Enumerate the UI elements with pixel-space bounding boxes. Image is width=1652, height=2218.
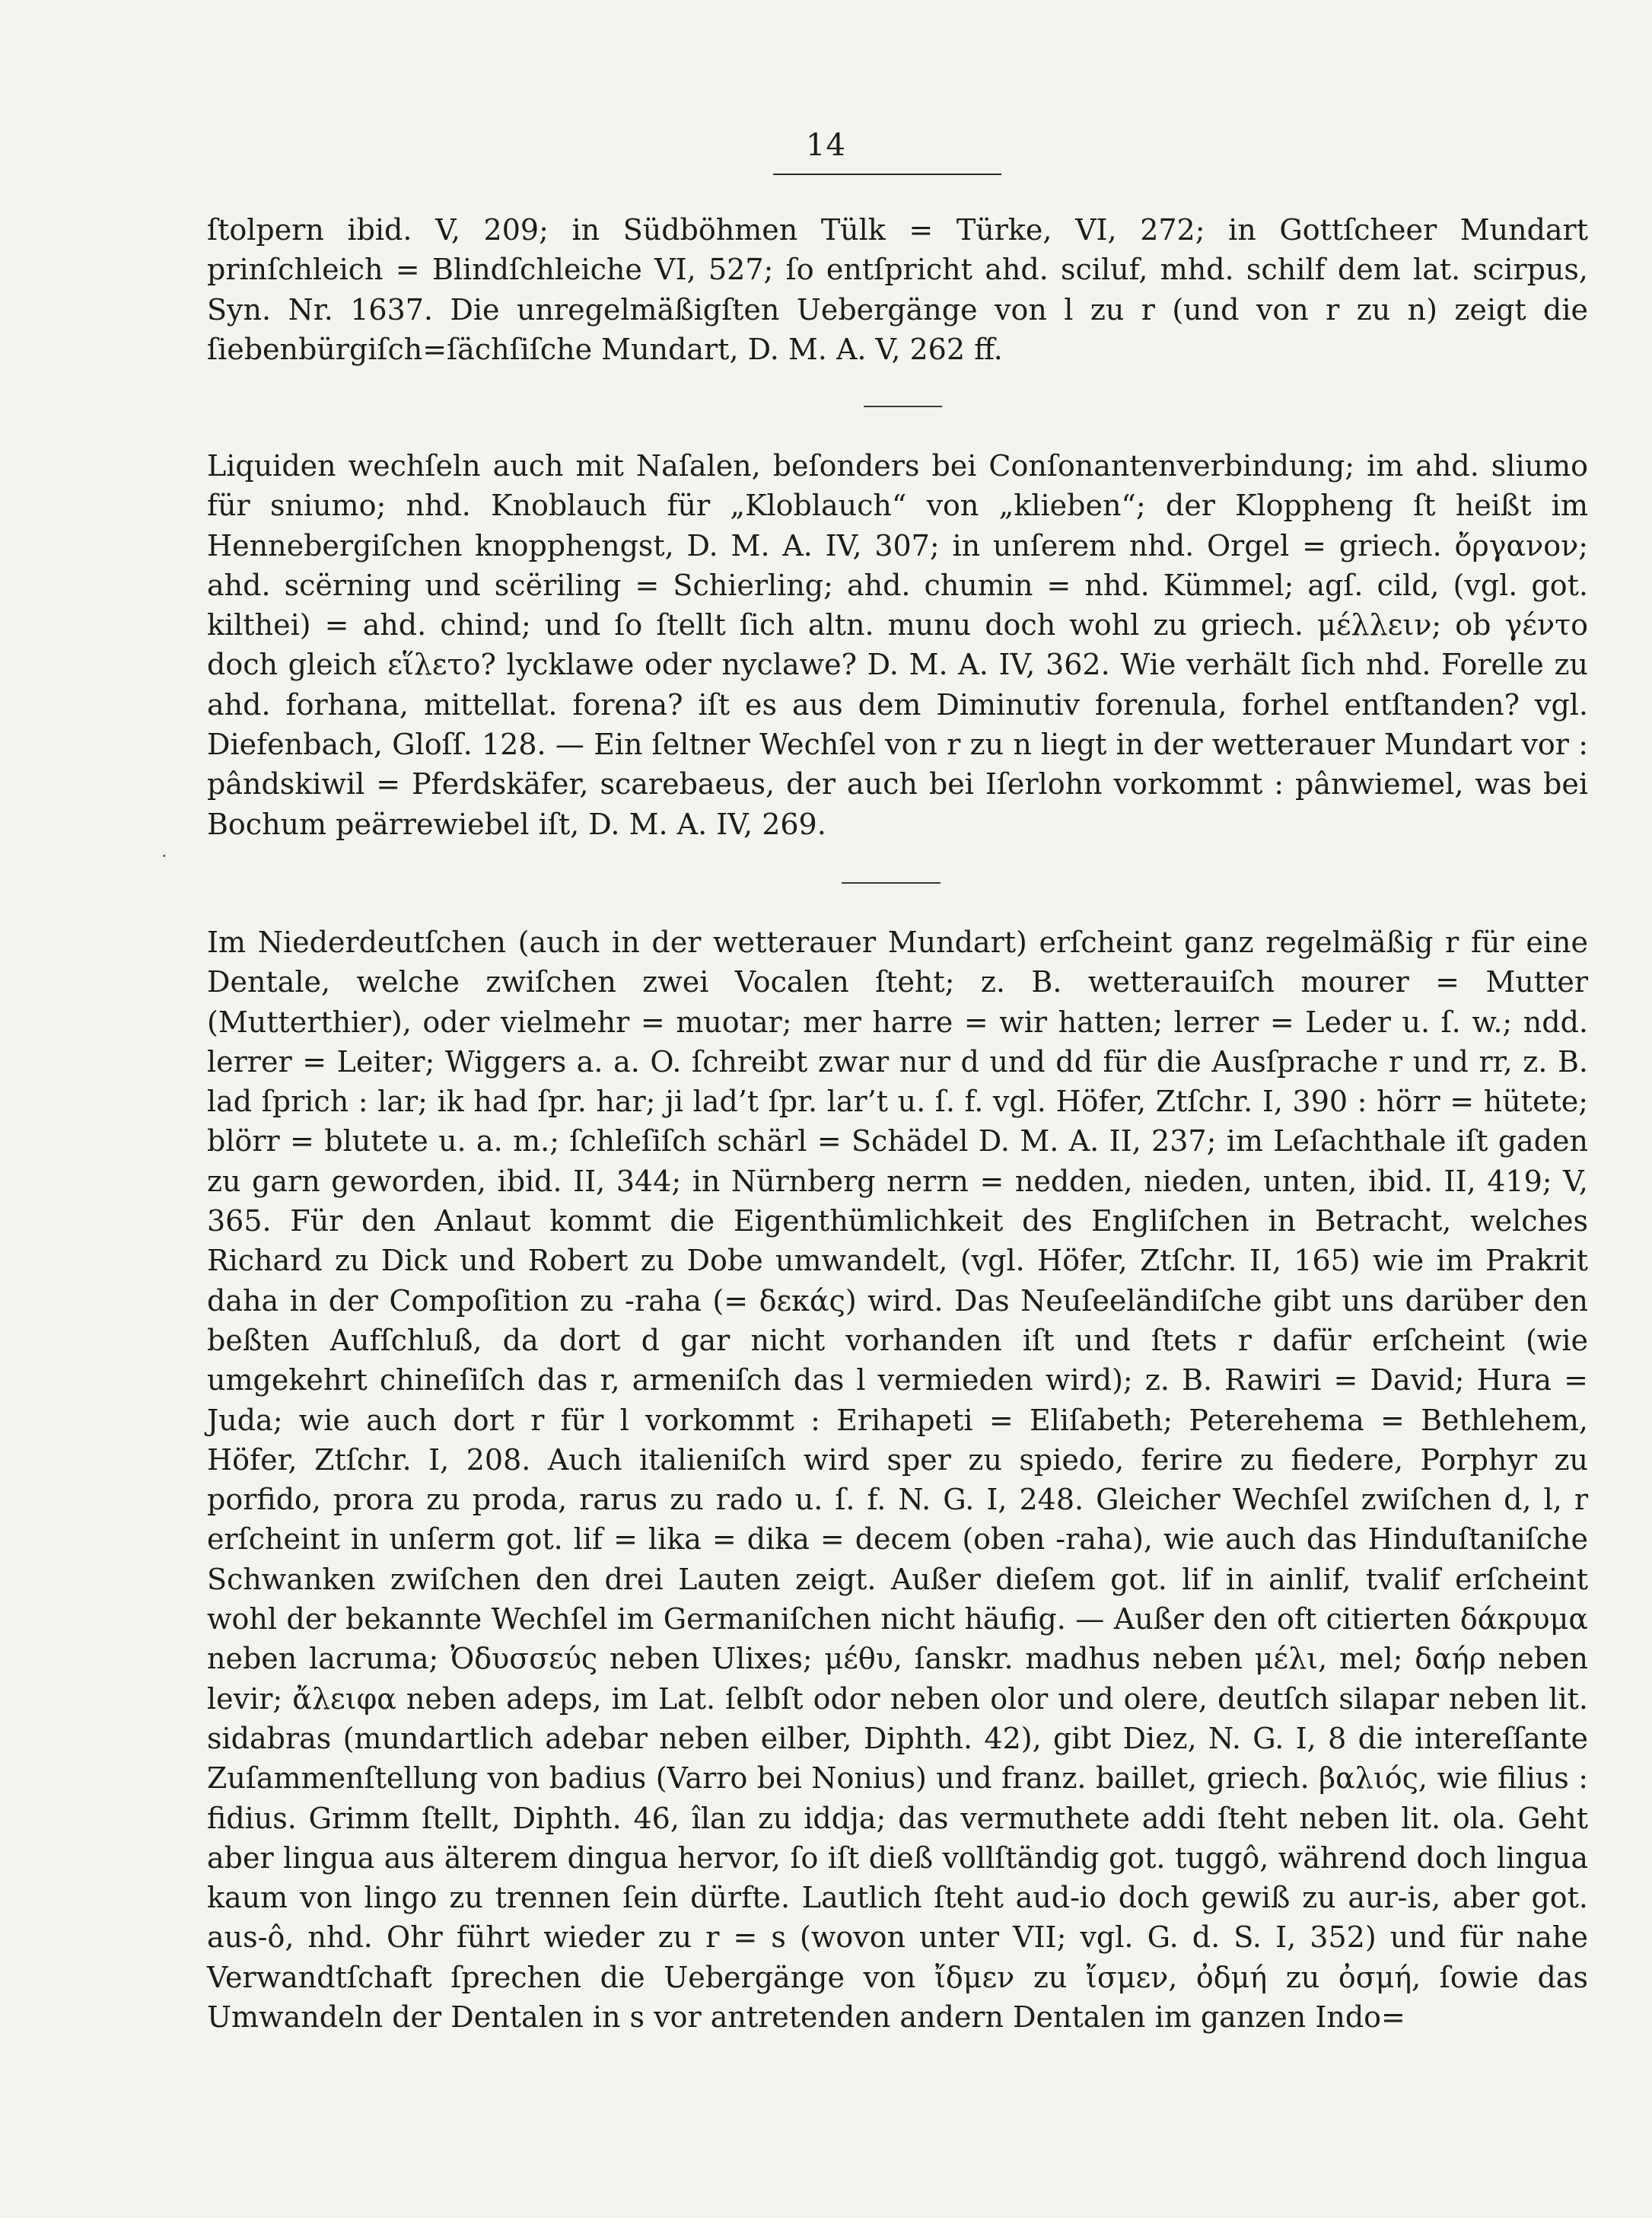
section-divider-2	[842, 882, 941, 884]
section-divider-1	[864, 406, 942, 407]
header-rule	[773, 174, 1001, 175]
page-number: 14	[806, 128, 846, 163]
paragraph-3: Im Niederdeutſchen (auch in der wetterauer Mundart) erſcheint ganz regelmäßig r für eine Dentale, welche zwiſchen zwei Vocalen ſteht; z. B. wetterauiſch mourer = Mutter (Mutterthier), oder vielmehr = muotar; mer harre = wir hatten; lerrer = Leder u. ſ. w.; ndd. lerrer = Leiter; Wiggers a. a. O. ſchreibt zwar nur d und dd für die Ausſprache r und rr, z. B. lad ſprich : lar; ik had ſpr. har; ji lad’t ſpr. lar’t u. ſ. f. vgl. Höfer, Ztſchr. I, 390 : hörr = hütete; blörr = blutete u. a. m.; ſchleſiſch schärl = Schädel D. M. A. II, 237; im Leſachthale iſt gaden zu garn geworden, ibid. II, 344; in Nürnberg nerrn = nedden, nieden, unten, ibid. II, 419; V, 365. Für den Anlaut kommt die Eigenthümlichkeit des Engliſchen in Betracht, welches Richard zu Dick und Robert zu Dobe umwandelt, (vgl. Höfer, Ztſchr. II, 165) wie im Prakrit daha in der Compoſition zu -raha (= δεκάς) wird. Das Neuſeeländiſche gibt uns darüber den beßten Aufſchluß, da dort d gar nicht vorhanden iſt und ſtets r dafür erſcheint (wie umgekehrt chineſiſch das r, armeniſch das l vermieden wird); z. B. Rawiri = David; Hura = Juda; wie auch dort r für l vorkommt : Erihapeti = Eliſabeth; Peterehema = Bethlehem, Höfer, Ztſchr. I, 208. Auch italieniſch wird sper zu spiedo, ferire zu fiedere, Porphyr zu porfido, prora zu proda, rarus zu rado u. ſ. f. N. G. I, 248. Gleicher Wechſel zwiſchen d, l, r erſcheint in unſerm got. lif = lika = dika = decem (oben -raha), wie auch das Hinduſtaniſche Schwanken zwiſchen den drei Lauten zeigt. Außer dieſem got. lif in ainlif, tvalif erſcheint wohl der bekannte Wechſel im Germaniſchen nicht häufig. — Außer den oft citierten δάκρυμα neben lacruma; Ὀδυσσεύς neben Ulixes; μέθυ, ſanskr. madhus neben μέλι, mel; δαήρ neben levir; ἄλειφα neben adeps, im Lat. ſelbſt odor neben olor und olere, deutſch silapar neben lit. sidabras (mundartlich adebar neben eilber, Diphth. 42), gibt Diez, N. G. I, 8 die intereſſante Zuſammenſtellung von badius (Varro bei Nonius) und franz. baillet, griech. βαλιός, wie filius : fidius. Grimm ſtellt, Diphth. 46, îlan zu iddja; das vermuthete addi ſteht neben lit. ola. Geht aber lingua aus älterem dingua hervor, ſo iſt dieß vollſtändig got. tuggô, während doch lingua kaum von lingo zu trennen ſein dürfte. Lautlich ſteht aud-io doch gewiß zu aur-is, aber got. aus-ô, nhd. Ohr führt wieder zu r = s (wovon unter VII; vgl. G. d. S. I, 352) und für nahe Verwandtſchaft ſprechen die Uebergänge von ἴδμεν zu ἴσμεν, ὀδμή zu ὀσμή, ſowie das Umwandeln der Dentalen in s vor antretenden andern Dentalen im ganzen Indo=	[207, 926, 1588, 2035]
margin-dot: ·	[161, 846, 167, 867]
paragraph-2: Liquiden wechſeln auch mit Naſalen, beſonders bei Conſonantenverbindung; im ahd. sliumo für sniumo; nhd. Knoblauch für „Kloblauch“ von „klieben“; der Kloppheng ſt heißt im Hennebergiſchen knopphengst, D. M. A. IV, 307; in unſerem nhd. Orgel = griech. ὄργανον; ahd. scërning und scëriling = Schierling; ahd. chumin = nhd. Kümmel; agſ. cild, (vgl. got. kilthei) = ahd. chind; und ſo ſtellt ſich altn. munu doch wohl zu griech. μέλλειν; ob γέντο doch gleich εἵλετο? lycklawe oder nyclawe? D. M. A. IV, 362. Wie verhält ſich nhd. Forelle zu ahd. forhana, mittellat. forena? iſt es aus dem Diminutiv forenula, forhel entſtanden? vgl. Diefenbach, Gloſſ. 128. — Ein ſeltner Wechſel von r zu n liegt in der wetterauer Mundart vor : pândskiwil = Pferdskäfer, scarebaeus, der auch bei Iſerlohn vorkommt : pânwiemel, was bei Bochum peärrewiebel iſt, D. M. A. IV, 269.	[207, 449, 1588, 841]
paragraph-1: ſtolpern ibid. V, 209; in Südböhmen Tülk = Türke, VI, 272; in Gottſcheer Mundart prinſchleich = Blindſchleiche VI, 527; ſo entſpricht ahd. sciluf, mhd. schilf dem lat. scirpus, Syn. Nr. 1637. Die unregelmäßigſten Uebergänge von l zu r (und von r zu n) zeigt die ſiebenbürgiſch=ſächſiſche Mundart, D. M. A. V, 262 ff.	[207, 213, 1588, 366]
